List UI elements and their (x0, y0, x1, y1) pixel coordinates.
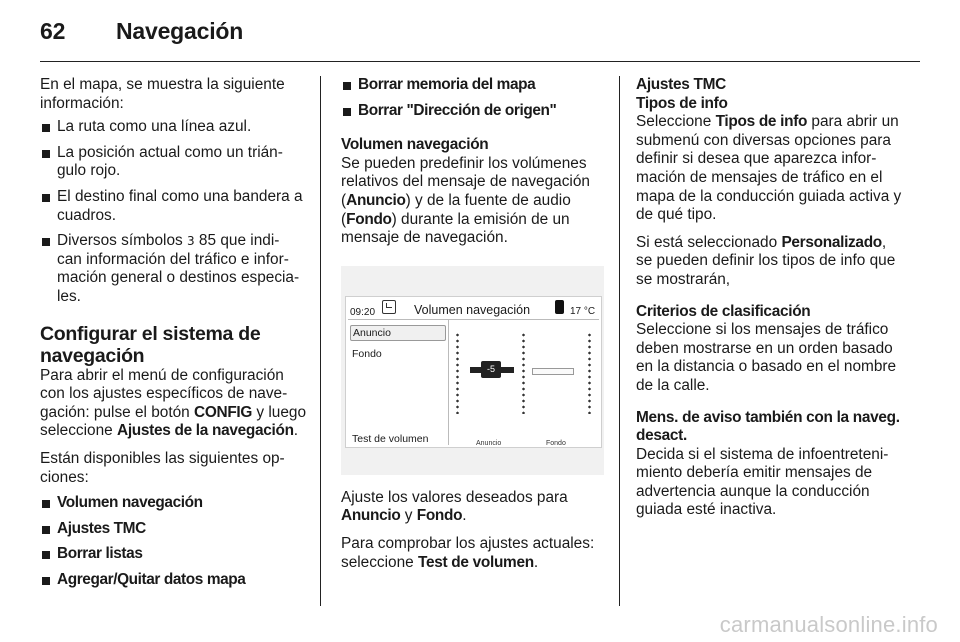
config-button-ref: CONFIG (194, 403, 253, 421)
column-divider-2 (619, 76, 620, 606)
fondo-ref: Fondo (346, 210, 392, 228)
menu-item-anuncio[interactable]: Anuncio (350, 325, 446, 341)
column-2 (341, 76, 604, 581)
para-text: ) durante la emisión de un mensaje de navegación. (341, 210, 570, 247)
anuncio-slider-handle[interactable]: -5 (481, 361, 501, 378)
para-text: . (462, 507, 467, 525)
option-item: Borrar memoria del mapa (341, 76, 604, 95)
scale-dots (522, 332, 525, 414)
intro-text: En el mapa, se muestra la siguiente información: (40, 76, 285, 112)
screen-header-divider (348, 319, 599, 320)
para-text: Seleccione (636, 113, 716, 131)
tipos-ref: Tipos de info (715, 113, 808, 131)
subsection-heading: Volumen navegación (341, 136, 489, 154)
option-item: Volumen navegación (40, 494, 306, 513)
fondo-slider[interactable] (532, 368, 574, 375)
screen-panel-divider (448, 320, 449, 445)
option-item: Ajustes TMC (40, 520, 306, 539)
tipos-paragraph (636, 113, 904, 225)
criterios-paragraph: Seleccione si los mensajes de tráfico deben mostrarse en un orden basado en la distancia o basado en el nombre de la calle. (636, 321, 897, 394)
bullet-text: Diversos símbolos (57, 232, 188, 250)
config-paragraph (40, 367, 306, 441)
scale-dots (588, 332, 591, 414)
para-text: , se pueden definir los tipos de info que se mostrarán, (636, 233, 896, 288)
para-text: Ajuste los valores deseados para (341, 488, 568, 506)
bullet-item (40, 232, 306, 306)
column-divider-1 (320, 76, 321, 606)
ajustes-nav-ref: Ajustes de la navegación (117, 422, 294, 440)
column-1 (40, 76, 306, 596)
volume-paragraph (341, 155, 604, 248)
page-header (40, 18, 243, 45)
option-item: Agregar/Quitar datos mapa (40, 571, 306, 590)
test-paragraph (341, 535, 604, 572)
screen-display (345, 296, 602, 448)
para-text: y (400, 507, 417, 525)
section-title: Navegación (116, 18, 244, 44)
personalizado-paragraph (636, 234, 904, 290)
anuncio-ref: Anuncio (341, 507, 401, 525)
test-volumen-ref: Test de volumen (418, 553, 534, 571)
bullet-text: 85 que indi- can información del tráfico e infor- mación general o destinos especia- les. (57, 232, 300, 305)
screen-time: 09:20 (350, 306, 376, 318)
clock-icon (382, 300, 396, 314)
personalizado-ref: Personalizado (781, 233, 882, 251)
scale-dots (456, 332, 459, 414)
para-text: . (533, 553, 539, 571)
para-text: para abrir un submenú con diversas opciones para definir si desea que aparezca infor- mación de mensajes de tráfico en el mapa de la conducción guiada activa y de qué tipo. (636, 113, 902, 224)
menu-item-test-volumen[interactable]: Test de volumen (352, 432, 429, 445)
para-text: Se pueden predefinir los volúmenes relativos del mensaje de navegación ( (341, 154, 590, 209)
adjust-paragraph (341, 489, 604, 526)
bullet-item: La posición actual como un trián- gulo rojo. (40, 144, 306, 181)
bullet-item: La ruta como una línea azul. (40, 118, 306, 137)
anuncio-ref: Anuncio (346, 191, 406, 209)
para-text: Para abrir el menú de configuración con los ajustes específicos de nave- gación: pulse el botón (40, 366, 288, 421)
section-heading: Ajustes TMC (636, 76, 726, 93)
para-text: Si está seleccionado (636, 233, 782, 251)
subsection-heading: Criterios de clasificación (636, 302, 811, 320)
slider-label-fondo: Fondo (546, 439, 566, 447)
slider-label-anuncio: Anuncio (476, 439, 502, 447)
page-number: 62 (40, 18, 66, 44)
volume-screen-illustration (341, 266, 604, 475)
thermometer-icon (555, 300, 564, 314)
watermark: carmanualsonline.info (719, 612, 938, 637)
subsection-heading: Mens. de aviso también con la naveg. desact. (636, 408, 900, 445)
screen-temperature: 17 °C (570, 305, 596, 317)
para-text: Para comprobar los ajustes actuales: seleccione (341, 534, 595, 571)
section-heading: Configurar el sistema de navegación (40, 322, 261, 367)
option-item: Borrar listas (40, 545, 306, 564)
option-item: Borrar "Dirección de origen" (341, 102, 604, 121)
screen-title: Volumen navegación (414, 302, 531, 317)
column-3 (636, 76, 904, 529)
subsection-heading: Tipos de info (636, 94, 728, 112)
bullet-item: El destino final como una bandera a cuadros. (40, 188, 306, 225)
aviso-paragraph: Decida si el sistema de infoentreteni- miento debería emitir mensajes de advertencia aunque la conducción guiada esté inactiva. (636, 445, 889, 519)
reference-arrow-icon: 3 (187, 234, 195, 249)
header-divider (40, 61, 920, 62)
fondo-ref: Fondo (416, 507, 463, 525)
para-text: ) y de la fuente de audio ( (341, 191, 571, 228)
menu-item-fondo[interactable]: Fondo (352, 347, 382, 360)
options-intro: Están disponibles las siguientes op- ciones: (40, 449, 285, 486)
para-text: . (293, 422, 298, 440)
para-text: y luego seleccione (40, 403, 306, 440)
